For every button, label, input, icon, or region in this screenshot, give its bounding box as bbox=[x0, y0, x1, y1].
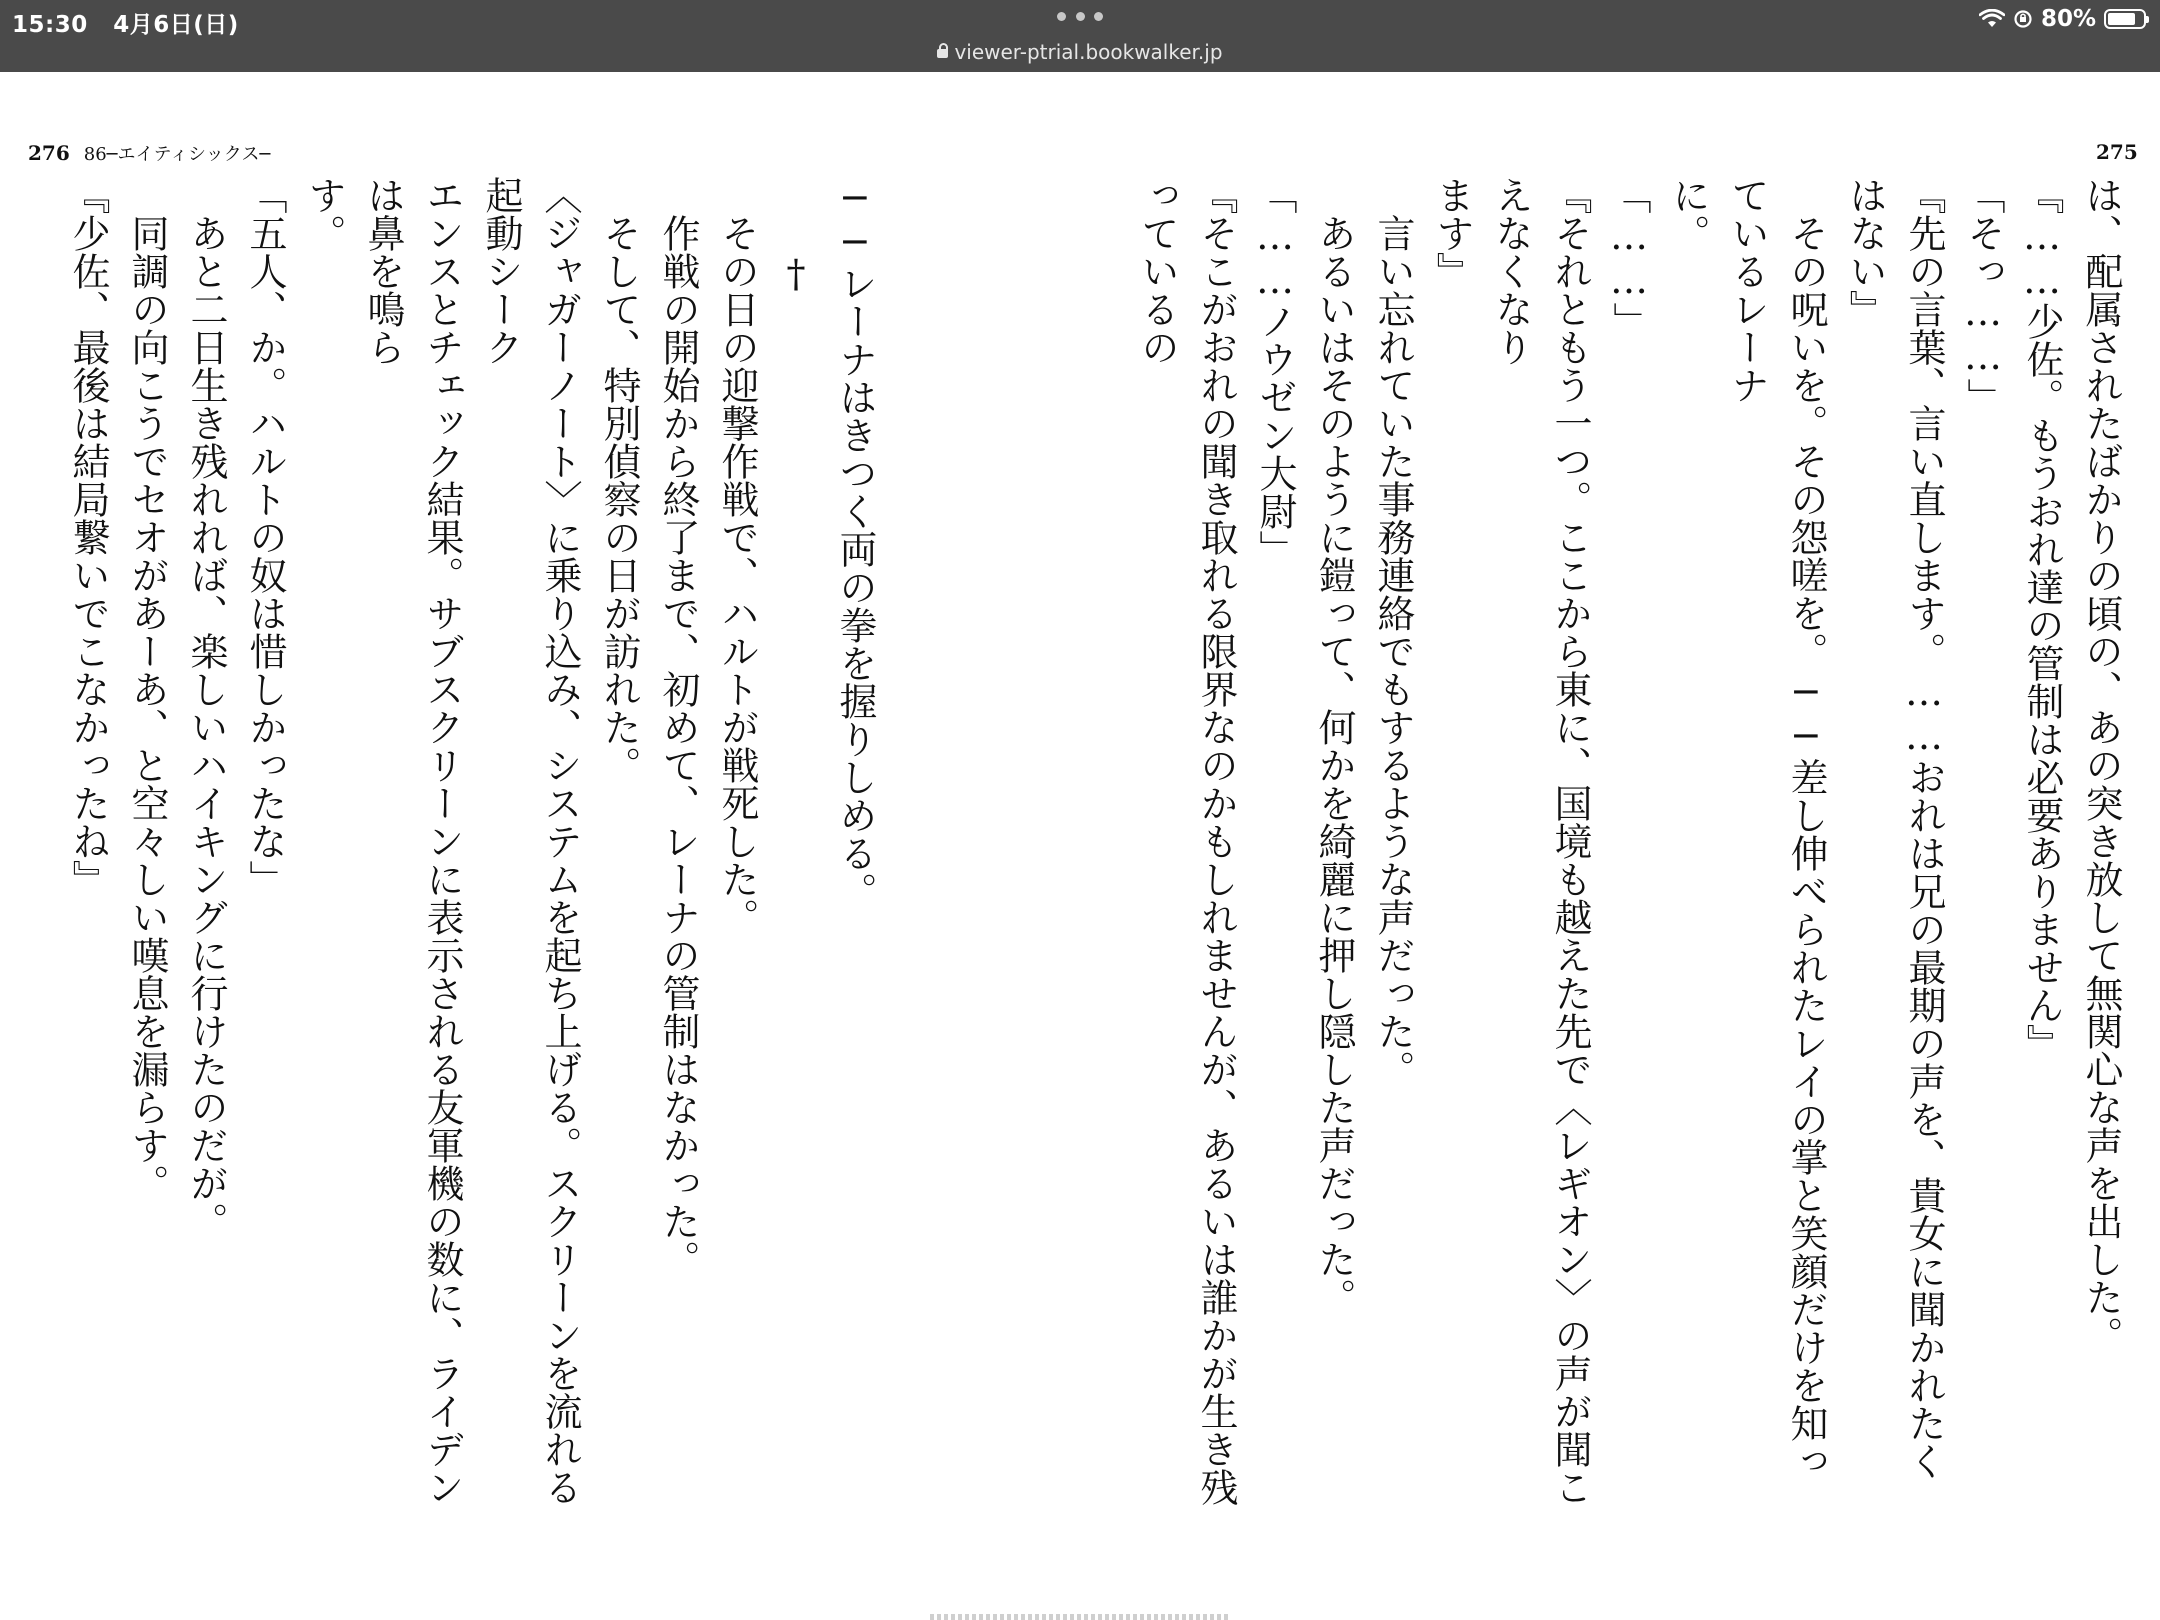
battery-percent: 80% bbox=[2040, 6, 2096, 32]
system-status bbox=[1979, 6, 2146, 32]
text-line: は、配属されたばかりの頃の、あの突き放して無関心な声を出した。 bbox=[2079, 176, 2123, 1354]
clock-time: 15:30 bbox=[12, 12, 88, 38]
section-break: † bbox=[774, 252, 818, 296]
left-page-header bbox=[28, 140, 270, 166]
text-line: 「……」 bbox=[1607, 176, 1651, 340]
text-line: に。 bbox=[1666, 176, 1710, 252]
book-title: 86─エイティシックス─ bbox=[83, 144, 271, 165]
right-page-text bbox=[1120, 176, 2130, 1506]
text-line: 作戦の開始から終了まで、初めて、レーナの管制はなかった。 bbox=[656, 214, 700, 1278]
text-line: ます』 bbox=[1430, 176, 1474, 290]
text-line: あるいはそのように鎧って、何かを綺麗に押し隠した声だった。 bbox=[1312, 214, 1356, 1316]
text-line: ──レーナはきつく両の拳を握りしめる。 bbox=[833, 176, 877, 910]
address-bar[interactable] bbox=[0, 40, 2160, 64]
left-page-text bbox=[58, 176, 884, 1506]
clock-date: 4月6日(日) bbox=[113, 12, 239, 38]
text-line: そして、特別偵察の日が訪れた。 bbox=[597, 214, 641, 784]
text-line: 「……ノウゼン大尉」 bbox=[1253, 176, 1297, 568]
text-line bbox=[1120, 176, 1127, 1506]
text-line: 言い忘れていた事務連絡でもするような声だった。 bbox=[1371, 214, 1415, 1088]
text-line: 『そこがおれの聞き取れる限界なのかもしれませんが、あるいは誰かが生き残っているの bbox=[1135, 176, 1238, 1506]
text-line: あと二日生き残れれば、楽しいハイキングに行けたのだが。 bbox=[184, 214, 228, 1240]
text-line: 『少佐、最後は結局繋いでこなかったね』 bbox=[66, 176, 110, 898]
wifi-icon bbox=[1979, 9, 2005, 29]
lock-icon bbox=[937, 49, 948, 58]
text-line: その日の迎撃作戦で、ハルトが戦死した。 bbox=[715, 214, 759, 936]
text-line: 『それともう一つ。ここから東に、国境も越えた先で〈レギオン〉の声が聞こえなくなり bbox=[1489, 176, 1592, 1506]
text-line: 「そっ……」 bbox=[1961, 176, 2005, 416]
home-indicator[interactable] bbox=[930, 1614, 1230, 1620]
text-line: 〈ジャガーノート〉に乗り込み、システムを起ち上げる。スクリーンを流れる起動シーク bbox=[479, 176, 582, 1506]
text-line: 『先の言葉、言い直します。……おれは兄の最期の声を、貴女に聞かれたくはない』 bbox=[1843, 176, 1946, 1480]
text-line: す。 bbox=[302, 176, 346, 252]
text-line: エンスとチェック結果。サブスクリーンに表示される友軍機の数に、ライデンは鼻を鳴ら bbox=[361, 176, 464, 1506]
right-page-number: 275 bbox=[2096, 140, 2138, 164]
battery-icon bbox=[2104, 9, 2146, 29]
status-bar bbox=[0, 0, 2160, 72]
text-line: 『……少佐。もうおれ達の管制は必要ありません』 bbox=[2020, 176, 2064, 1062]
left-page-number: 276 bbox=[28, 141, 70, 165]
right-page-header bbox=[2096, 140, 2138, 164]
status-time bbox=[12, 6, 239, 39]
text-line: 「五人、か。ハルトの奴は惜しかったな」 bbox=[243, 176, 287, 898]
orientation-lock-icon bbox=[2013, 9, 2033, 29]
multitasking-dots-icon[interactable] bbox=[1057, 12, 1103, 22]
text-line: その呪いを。その怨嗟を。──差し伸べられたレイの掌と笑顔だけを知っているレーナ bbox=[1725, 176, 1828, 1480]
url-text: viewer-ptrial.bookwalker.jp bbox=[954, 40, 1223, 64]
text-line: 同調の向こうでセオがあーあ、と空々しい嘆息を漏らす。 bbox=[125, 214, 169, 1202]
